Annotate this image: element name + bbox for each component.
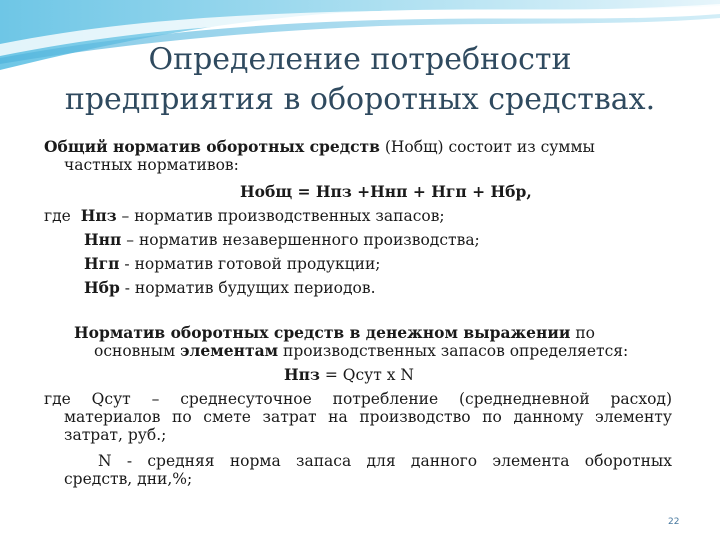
def-term: Нбр (84, 278, 120, 297)
def-term: Нгп (84, 254, 120, 273)
paren-open: ( (379, 138, 391, 156)
money-norm-term: Норматив оборотных средств в денежном выражении (74, 323, 571, 342)
formula-npz-var: Нпз (284, 365, 320, 384)
def-term: Ннп (84, 230, 122, 249)
n-line-2: средств, дни,%; (64, 470, 193, 488)
qsut-line-1: где Qсут – среднесуточное потребление (среднедневной расход) (44, 390, 672, 408)
formula-npz-rest: = Qсут х N (319, 366, 414, 384)
def-row-ngp (84, 255, 381, 273)
text-fragment: производственных запасов определяется: (278, 342, 629, 360)
paragraph-money-norm (74, 324, 595, 342)
total-norm-tail: ) состоит из суммы (437, 138, 595, 156)
qsut-line-2: материалов по смете затрат на производство по данному элементу (64, 408, 672, 426)
total-norm-var: Нобщ (390, 138, 438, 156)
def-term: Нпз (80, 206, 117, 225)
formula-npz (284, 366, 414, 384)
money-norm-tail: по (570, 324, 595, 342)
page-number: 22 (668, 517, 680, 527)
def-text: – норматив незавершенного производства; (121, 231, 480, 249)
n-line-1: N - средняя норма запаса для данного элемента оборотных (98, 452, 672, 470)
paragraph-money-norm-line2 (94, 342, 628, 360)
title-line-2: предприятия в оборотных средствах. (64, 82, 656, 117)
where-label: где (44, 207, 71, 225)
def-text: – норматив производственных запасов; (116, 207, 445, 225)
page-title (0, 40, 720, 120)
formula-total: Нобщ = Нпз +Ннп + Нгп + Нбр, (240, 182, 532, 201)
qsut-line-3: затрат, руб.; (64, 426, 167, 444)
text-fragment: основным (94, 342, 181, 360)
def-row-nbr (84, 279, 376, 297)
def-row-npz (44, 207, 445, 225)
def-row-nnp (84, 231, 480, 249)
total-norm-term: Общий норматив оборотных средств (44, 137, 380, 156)
def-text: - норматив готовой продукции; (119, 255, 381, 273)
def-text: - норматив будущих периодов. (119, 279, 376, 297)
title-line-1: Определение потребности (148, 42, 572, 77)
paragraph-total-norm-line2: частных нормативов: (64, 156, 239, 174)
paragraph-total-norm (44, 138, 595, 156)
elements-term: элементам (180, 341, 279, 360)
